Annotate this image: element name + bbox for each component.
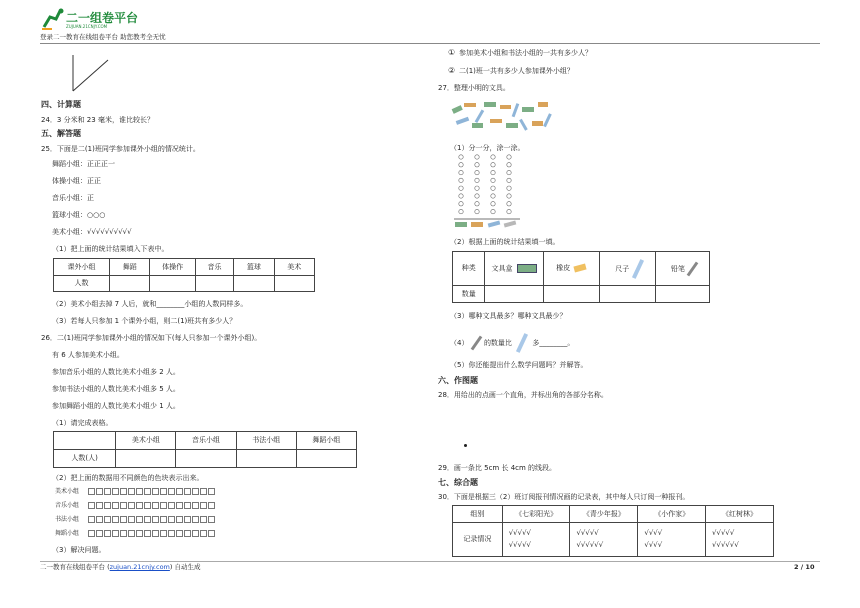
table-header: 种类 xyxy=(453,252,485,286)
table-header: 舞蹈 xyxy=(110,259,150,276)
color-block-cell[interactable] xyxy=(96,502,103,509)
grid-circle[interactable] xyxy=(475,155,479,159)
grid-circle[interactable] xyxy=(491,178,495,182)
tally-text: √√√√√ xyxy=(508,529,531,538)
color-block-cell[interactable] xyxy=(120,488,127,495)
table-header-label: 尺子 xyxy=(615,264,630,273)
table-header: 美术小组 xyxy=(116,432,176,450)
question-26-3: （3）解决问题。 xyxy=(52,546,106,554)
color-block-cell[interactable] xyxy=(136,502,143,509)
color-block-cell[interactable] xyxy=(168,516,175,523)
grid-circle[interactable] xyxy=(475,178,479,182)
color-block-cell[interactable] xyxy=(88,502,95,509)
color-block-cell[interactable] xyxy=(208,516,215,523)
coloring-grid[interactable] xyxy=(452,153,522,231)
sub-question-marker: ② xyxy=(448,66,456,75)
stationery-items xyxy=(452,102,552,131)
table-header-label: 橡皮 xyxy=(556,264,571,273)
color-block-cell[interactable] xyxy=(168,530,175,537)
color-block-cell[interactable] xyxy=(200,502,207,509)
color-block-cell[interactable] xyxy=(104,516,111,523)
section-4-heading: 四、计算题 xyxy=(41,100,81,109)
logo-text: 二一组卷平台 xyxy=(66,11,139,25)
footer-suffix: ) 自动生成 xyxy=(169,563,201,571)
blank-cell[interactable] xyxy=(195,276,233,292)
table-header-label: 铅笔 xyxy=(670,264,685,273)
question-28: 28．用给出的点画一个直角，并标出角的各部分名称。 xyxy=(438,391,608,399)
section-7-heading: 七、综合题 xyxy=(438,478,478,487)
question-27-4 xyxy=(450,333,574,353)
sub-question-marker: ① xyxy=(448,48,456,57)
record-cell xyxy=(638,523,706,557)
table-header xyxy=(543,252,599,286)
grid-circle[interactable] xyxy=(507,170,511,174)
color-block-cell[interactable] xyxy=(144,502,151,509)
color-block-row[interactable] xyxy=(88,515,216,523)
color-block-cell[interactable] xyxy=(112,530,119,537)
header-divider xyxy=(40,43,820,44)
color-block-cell[interactable] xyxy=(96,516,103,523)
color-block-row[interactable] xyxy=(88,529,216,537)
record-cell xyxy=(570,523,638,557)
color-block-cell[interactable] xyxy=(176,530,183,537)
grid-circle[interactable] xyxy=(491,209,495,213)
condition-line: 参加舞蹈小组的人数比美术小组少 1 人。 xyxy=(52,402,180,410)
color-block-cell[interactable] xyxy=(120,530,127,537)
color-block-cell[interactable] xyxy=(104,488,111,495)
color-block-cell[interactable] xyxy=(144,516,151,523)
grid-circle[interactable] xyxy=(491,202,495,206)
grid-circle[interactable] xyxy=(507,155,511,159)
grid-circle[interactable] xyxy=(491,163,495,167)
table-header: 《七彩阳光》 xyxy=(502,506,570,523)
question-24: 24．3 分米和 23 毫米，谁比较长？ xyxy=(41,116,154,124)
tally-line: 体操小组：正正 xyxy=(52,177,101,185)
color-block-cell[interactable] xyxy=(120,502,127,509)
color-block-cell[interactable] xyxy=(144,488,151,495)
question-26-3a: 参加美术小组和书法小组的一共有多少人？ xyxy=(459,49,592,57)
blank-cell[interactable] xyxy=(296,450,356,468)
tally-text: √√√√√√ xyxy=(712,540,739,549)
blank-cell[interactable] xyxy=(599,286,655,303)
table-row-label: 记录情况 xyxy=(453,523,503,557)
table-header: 音乐小组 xyxy=(176,432,236,450)
blank-cell[interactable] xyxy=(485,286,543,303)
blank-cell[interactable] xyxy=(655,286,709,303)
stationery-scatter-image xyxy=(450,99,560,133)
color-block-cell[interactable] xyxy=(184,502,191,509)
table-header: 《红树林》 xyxy=(706,506,774,523)
table-header: 音乐 xyxy=(195,259,233,276)
blank-cell[interactable] xyxy=(274,276,314,292)
grid-circle[interactable] xyxy=(475,186,479,190)
footer-prefix: 二一教育在线组卷平台 ( xyxy=(40,563,110,571)
record-cell xyxy=(502,523,570,557)
tally-text: √√√√√ xyxy=(712,529,735,538)
question-26-1: （1）请完成表格。 xyxy=(52,419,113,427)
table-header: 美术 xyxy=(274,259,314,276)
question-25-3: （3）若每人只参加 1 个课外小组，则二(1)班共有多少人？ xyxy=(52,317,237,325)
color-block-cell[interactable] xyxy=(152,488,159,495)
grid-circle[interactable] xyxy=(507,186,511,190)
ruler-icon xyxy=(631,259,643,279)
table-header: 《小作家》 xyxy=(638,506,706,523)
color-block-cell[interactable] xyxy=(160,502,167,509)
tally-text: √√√√√ xyxy=(576,529,599,538)
table-header: 舞蹈小组 xyxy=(296,432,356,450)
grid-circle[interactable] xyxy=(459,178,463,182)
color-block-row[interactable] xyxy=(88,501,216,509)
color-block-cell[interactable] xyxy=(200,530,207,537)
color-block-cell[interactable] xyxy=(128,516,135,523)
table-stationery xyxy=(452,251,710,303)
eraser-icon xyxy=(574,264,587,273)
pencil-icon xyxy=(687,261,699,276)
color-block-cell[interactable] xyxy=(152,530,159,537)
color-block-cell[interactable] xyxy=(160,488,167,495)
tally-text: √√√√√ xyxy=(508,540,531,549)
table-header: 体操作 xyxy=(150,259,195,276)
question-27-4-prefix: （4） xyxy=(450,339,469,347)
bar-row-label: 舞蹈小组 xyxy=(55,530,80,537)
table-subscription-record xyxy=(452,505,774,557)
color-block-cell[interactable] xyxy=(88,488,95,495)
grid-circle[interactable] xyxy=(459,155,463,159)
condition-line: 参加音乐小组的人数比美术小组多 2 人。 xyxy=(52,368,180,376)
grid-circle[interactable] xyxy=(459,194,463,198)
blank-cell[interactable] xyxy=(236,450,296,468)
color-block-cell[interactable] xyxy=(128,530,135,537)
question-26-3b: 二(1)班一共有多少人参加课外小组？ xyxy=(459,67,574,75)
tally-text: √√√√√√ xyxy=(576,540,604,549)
table-header xyxy=(485,252,543,286)
color-block-cell[interactable] xyxy=(160,530,167,537)
blank-cell[interactable] xyxy=(176,450,236,468)
color-block-cell[interactable] xyxy=(112,502,119,509)
pencil-icon xyxy=(470,336,482,351)
page-number: 2 / 10 xyxy=(794,563,815,571)
grid-circle[interactable] xyxy=(491,170,495,174)
grid-circle[interactable] xyxy=(475,202,479,206)
question-25-2: （2）美术小组去掉 7 人后，就和________小组的人数同样多。 xyxy=(52,300,248,308)
header-tagline: 登录二一教育在线组卷平台 助您教考全无忧 xyxy=(40,33,166,41)
color-block-cell[interactable] xyxy=(176,516,183,523)
blank-cell[interactable] xyxy=(110,276,150,292)
table-header: 篮球 xyxy=(234,259,274,276)
tally-line: 音乐小组：正 xyxy=(52,194,94,202)
condition-line: 有 6 人参加美术小组。 xyxy=(52,351,124,359)
color-block-cell[interactable] xyxy=(136,530,143,537)
color-block-cell[interactable] xyxy=(168,502,175,509)
color-block-cell[interactable] xyxy=(208,502,215,509)
question-25: 25．下面是二(1)班同学参加课外小组的情况统计。 xyxy=(41,145,200,153)
tally-line: 篮球小组：○○○ xyxy=(52,211,106,219)
table-club-count xyxy=(53,431,357,468)
table-header xyxy=(54,432,116,450)
color-block-cell[interactable] xyxy=(136,516,143,523)
grid-circle[interactable] xyxy=(459,186,463,190)
grid-circle[interactable] xyxy=(459,202,463,206)
footer-link[interactable]: zujuan.21cnjy.com xyxy=(109,563,170,571)
table-row-label: 人数 xyxy=(54,276,110,292)
tally-text: √√√√ xyxy=(644,529,663,538)
color-block-cell[interactable] xyxy=(200,488,207,495)
color-block-cell[interactable] xyxy=(128,488,135,495)
table-header: 课外小组 xyxy=(54,259,110,276)
grid-circle[interactable] xyxy=(491,186,495,190)
section-6-heading: 六、作图题 xyxy=(438,376,478,385)
question-27-1: （1）分一分，涂一涂。 xyxy=(450,144,525,152)
color-block-cell[interactable] xyxy=(168,488,175,495)
question-27-4-mid: 的数量比 xyxy=(483,339,512,347)
bar-row-label: 美术小组 xyxy=(55,488,80,495)
given-point xyxy=(464,444,467,447)
grid-circle[interactable] xyxy=(459,163,463,167)
table-header xyxy=(655,252,709,286)
color-block-cell[interactable] xyxy=(136,488,143,495)
blank-cell[interactable] xyxy=(234,276,274,292)
color-block-cell[interactable] xyxy=(120,516,127,523)
color-block-cell[interactable] xyxy=(96,488,103,495)
question-25-1: （1）把上面的统计结果填入下表中。 xyxy=(52,245,169,253)
table-header-label: 文具盒 xyxy=(491,264,513,273)
grid-circle[interactable] xyxy=(475,163,479,167)
color-block-cell[interactable] xyxy=(208,530,215,537)
condition-line: 参加书法小组的人数比美术小组多 5 人。 xyxy=(52,385,180,393)
grid-circle[interactable] xyxy=(459,170,463,174)
color-block-cell[interactable] xyxy=(96,530,103,537)
question-26: 26．二(1)班同学参加课外小组的情况如下(每人只参加一个课外小组)。 xyxy=(41,334,262,342)
color-block-cell[interactable] xyxy=(88,530,95,537)
color-block-cell[interactable] xyxy=(160,516,167,523)
question-30: 30．下面是根据三（2）班订阅报刊情况画的记录表，其中每人只订阅一种报刊。 xyxy=(438,493,690,501)
bar-row-label: 书法小组 xyxy=(55,516,80,523)
table-header: 书法小组 xyxy=(236,432,296,450)
footer-source xyxy=(40,564,200,572)
record-cell xyxy=(706,523,774,557)
question-29: 29．画一条比 5cm 长 4cm 的线段。 xyxy=(438,464,557,472)
color-block-cell[interactable] xyxy=(152,502,159,509)
grid-circle[interactable] xyxy=(507,194,511,198)
blank-cell[interactable] xyxy=(150,276,195,292)
table-club-stats xyxy=(53,258,315,292)
grid-circle[interactable] xyxy=(507,202,511,206)
grid-circle[interactable] xyxy=(491,155,495,159)
footer-divider xyxy=(40,561,820,562)
grid-circle[interactable] xyxy=(475,209,479,213)
color-block-row[interactable] xyxy=(88,487,216,495)
color-block-cell[interactable] xyxy=(184,530,191,537)
color-block-cell[interactable] xyxy=(104,502,111,509)
color-block-cell[interactable] xyxy=(208,488,215,495)
grid-circle[interactable] xyxy=(507,163,511,167)
color-block-cell[interactable] xyxy=(184,488,191,495)
table-header: 组别 xyxy=(453,506,503,523)
angle-figure xyxy=(70,52,115,94)
question-27-3: （3）哪种文具最多？哪种文具最少？ xyxy=(450,312,567,320)
color-block-cell[interactable] xyxy=(88,516,95,523)
pencil-case-icon xyxy=(517,264,537,273)
grid-circle[interactable] xyxy=(475,194,479,198)
color-block-cell[interactable] xyxy=(176,488,183,495)
tally-line: 舞蹈小组：正正正一 xyxy=(52,160,115,168)
color-block-cell[interactable] xyxy=(112,488,119,495)
question-27: 27．整理小明的文具。 xyxy=(438,84,510,92)
section-5-heading: 五、解答题 xyxy=(41,129,81,138)
table-header: 《青少年报》 xyxy=(570,506,638,523)
blank-cell[interactable] xyxy=(543,286,599,303)
tally-text: √√√√ xyxy=(644,540,663,549)
logo-subtext: ZUJUAN.21CNJY.COM xyxy=(66,24,108,29)
grid-circle[interactable] xyxy=(507,178,511,182)
color-block-cell[interactable] xyxy=(104,530,111,537)
color-block-cell[interactable] xyxy=(184,516,191,523)
grid-circle[interactable] xyxy=(507,209,511,213)
color-block-cell[interactable] xyxy=(200,516,207,523)
blank-cell[interactable] xyxy=(116,450,176,468)
table-row-label: 数量 xyxy=(453,286,485,303)
question-27-2: （2）根据上面的统计结果填一填。 xyxy=(450,238,560,246)
color-block-cell[interactable] xyxy=(192,488,199,495)
table-row-label: 人数(人) xyxy=(54,450,116,468)
color-block-cell[interactable] xyxy=(176,502,183,509)
question-26-2: （2）把上面的数据用不同颜色的色块表示出来。 xyxy=(52,474,204,482)
grid-circle[interactable] xyxy=(475,170,479,174)
color-block-cell[interactable] xyxy=(192,516,199,523)
color-block-cell[interactable] xyxy=(128,502,135,509)
color-block-cell[interactable] xyxy=(144,530,151,537)
grid-circle[interactable] xyxy=(491,194,495,198)
color-block-cell[interactable] xyxy=(152,516,159,523)
table-header xyxy=(599,252,655,286)
ruler-icon xyxy=(516,333,528,353)
question-27-5: （5）你还能提出什么数学问题吗？并解答。 xyxy=(450,361,588,369)
grid-circle[interactable] xyxy=(459,209,463,213)
color-block-cell[interactable] xyxy=(192,502,199,509)
bar-row-label: 音乐小组 xyxy=(55,502,80,509)
color-block-cell[interactable] xyxy=(112,516,119,523)
question-27-4-suffix: 多________。 xyxy=(532,339,575,347)
tally-line: 美术小组：√√√√√√√√√√ xyxy=(52,228,132,236)
color-block-cell[interactable] xyxy=(192,530,199,537)
